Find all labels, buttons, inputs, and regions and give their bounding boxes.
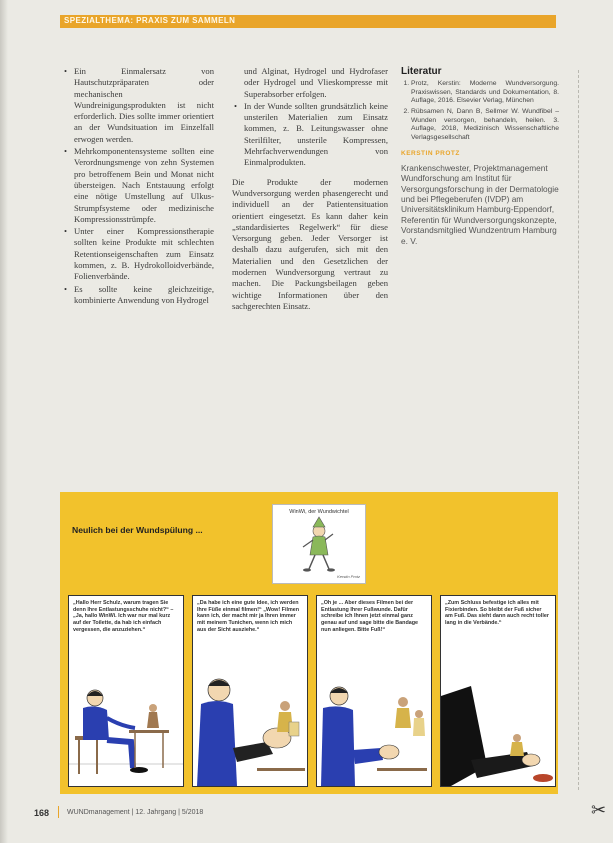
author-label: KERSTIN PROTZ <box>401 150 460 158</box>
text-column-3 <box>401 66 559 246</box>
comic-logo-box <box>272 504 366 584</box>
speech-bubble: „Hallo Herr Schulz, warum tragen Sie denn Ihre Entlastungsschuhe nicht?“ – „Ja, hallo WinWi. Ich war nur mal kurz auf der Toilette, da hab ich einfach vergessen, die anzuziehen.“ <box>73 600 174 633</box>
bullet-item: • Ein Einmalersatz von Hautschutzpräparaten oder mechanischen Wundreinigungsprodukten ist nicht erforderlich. Dies sollte immer orientiert an der Wundsituation im Einzelfall erwogen werden. <box>74 66 214 145</box>
scissors-icon: ✂ <box>591 800 607 820</box>
comic-panel-4 <box>440 595 556 787</box>
bullet-list-1 <box>62 66 214 306</box>
panel-1-drawing <box>69 656 183 786</box>
comic-panel-2 <box>192 595 308 787</box>
literature-heading: Literatur <box>401 66 442 77</box>
text-column-1 <box>62 66 214 307</box>
magazine-info: WUNDmanagement | 12. Jahrgang | 5/2018 <box>67 809 204 816</box>
bullet-item: • Es sollte keine gleichzeitige, kombinierte Anwendung von Hydrogel <box>74 284 214 307</box>
comic-panel-3 <box>316 595 432 787</box>
speech-bubble: „Zum Schluss befestige ich alles mit Fixierbinden. So bleibt der Fuß sicher am Fuß. Das sieht dann auch recht toller lang in die Verbände.“ <box>445 600 549 627</box>
bullet-list-2 <box>232 101 388 169</box>
comic-logo-title: WinWi, der Wundwichtel <box>289 509 349 515</box>
panel-2-drawing <box>193 656 307 786</box>
bullet-item: • Unter einer Kompressionstherapie sollten keine Produkte mit schlechten Retentionseigenschaften zum Einsatz kommen, z. B. Hydrokolloidverbände, Folienverbände. <box>74 226 214 282</box>
bullet-item: • In der Wunde sollten grundsätzlich keine unsterilen Materialien zum Einsatz kommen, z. B. Leitungswasser ohne Sterilfilter, unsterile Kompressen, Mehrfachverwendungen von Einmalprodukten. <box>244 101 388 169</box>
literature-list <box>401 80 559 142</box>
comic-title: Neulich bei der Wundspülung ... <box>72 525 203 535</box>
author-bio: Krankenschwester, Projektmanagement Wundforschung am Institut für Versorgungsforschung in der Dermatologie und bei Pflegeberufen (IVDP) am Universitätsklinikum Hamburg-Eppendorf, Referentin für Wundversorgungskonzepte, Vorstandsmitglied Wundzentrum Hamburg e. V. <box>401 162 559 246</box>
page-edge-shadow <box>0 0 8 843</box>
text-column-2 <box>232 66 388 312</box>
continued-text: und Alginat, Hydrogel und Hydrofaser oder Hydrogel und Vlieskompresse mit Superabsorber erfolgen. <box>244 66 388 99</box>
footer-divider <box>58 806 59 818</box>
literature-item: 1. Protz, Kerstin: Moderne Wundversorgung. Praxiswissen, Standards und Dokumentation, 8. Auflage, 2016. Elsevier Verlag, München <box>411 80 559 106</box>
literature-item: 2. Rübsamen N, Dann B, Sellmer W. Wundfibel – Wunden versorgen, behandeln, heilen. 3. Auflage, 2018, Medizinisch Wissenschaftliche Verlagsgesellschaft <box>411 108 559 142</box>
comic-logo-signature: Kerstin Protz <box>337 574 360 579</box>
speech-bubble: „Da habe ich eine gute Idee, ich werden Ihre Füße einmal filmen!“ „Wow! Filmen kann ich, der macht mir ja Ihren immer mit meinem Tunichen, wenn ich mich aus der Sicht ausziehe.“ <box>197 600 300 633</box>
comic-strip <box>60 492 558 794</box>
body-paragraph: Die Produkte der modernen Wundversorgung werden phasengerecht und individuell an der Patientensituation orientiert eingesetzt. Es kann daher kein „standardisiertes Regelwerk“ für diese Versorgung geben. Jeder Versorger ist deshalb dazu aufgerufen, sich mit den Materialien und den Gesetzlichen der modernen Wundversorgung vertraut zu machen. Die Packungsbeilagen geben wichtige Informationen über den sachgerechten Einsatz. <box>232 176 388 311</box>
wound-gnome-icon <box>273 505 365 583</box>
cut-line <box>578 70 579 790</box>
speech-bubble: „Oh je ... Aber dieses Filmen bei der Entlastung Ihrer Fußwunde. Dafür schreibe ich Ihnen jetzt einmal ganz genau auf und sage bitte die Bandage nun anliegen. Bitte Fuß!“ <box>321 600 419 633</box>
comic-panel-1 <box>68 595 184 787</box>
panel-4-drawing <box>441 656 555 786</box>
section-header-bar <box>60 15 556 28</box>
panel-3-drawing <box>317 656 431 786</box>
section-header-label: SPEZIALTHEMA: PRAXIS ZUM SAMMELN <box>64 16 236 25</box>
page-number: 168 <box>34 808 50 818</box>
bullet-item: • Mehrkomponentensysteme sollten eine Verordnungsmenge von zehn Systemen pro betroffenem Bein und Monat nicht übersteigen. Nach Entstauung erfolgt eine nötige Umstellung auf Ulkus-Strumpfsysteme oder medizinische Kompressionsstrümpfe. <box>74 146 214 225</box>
